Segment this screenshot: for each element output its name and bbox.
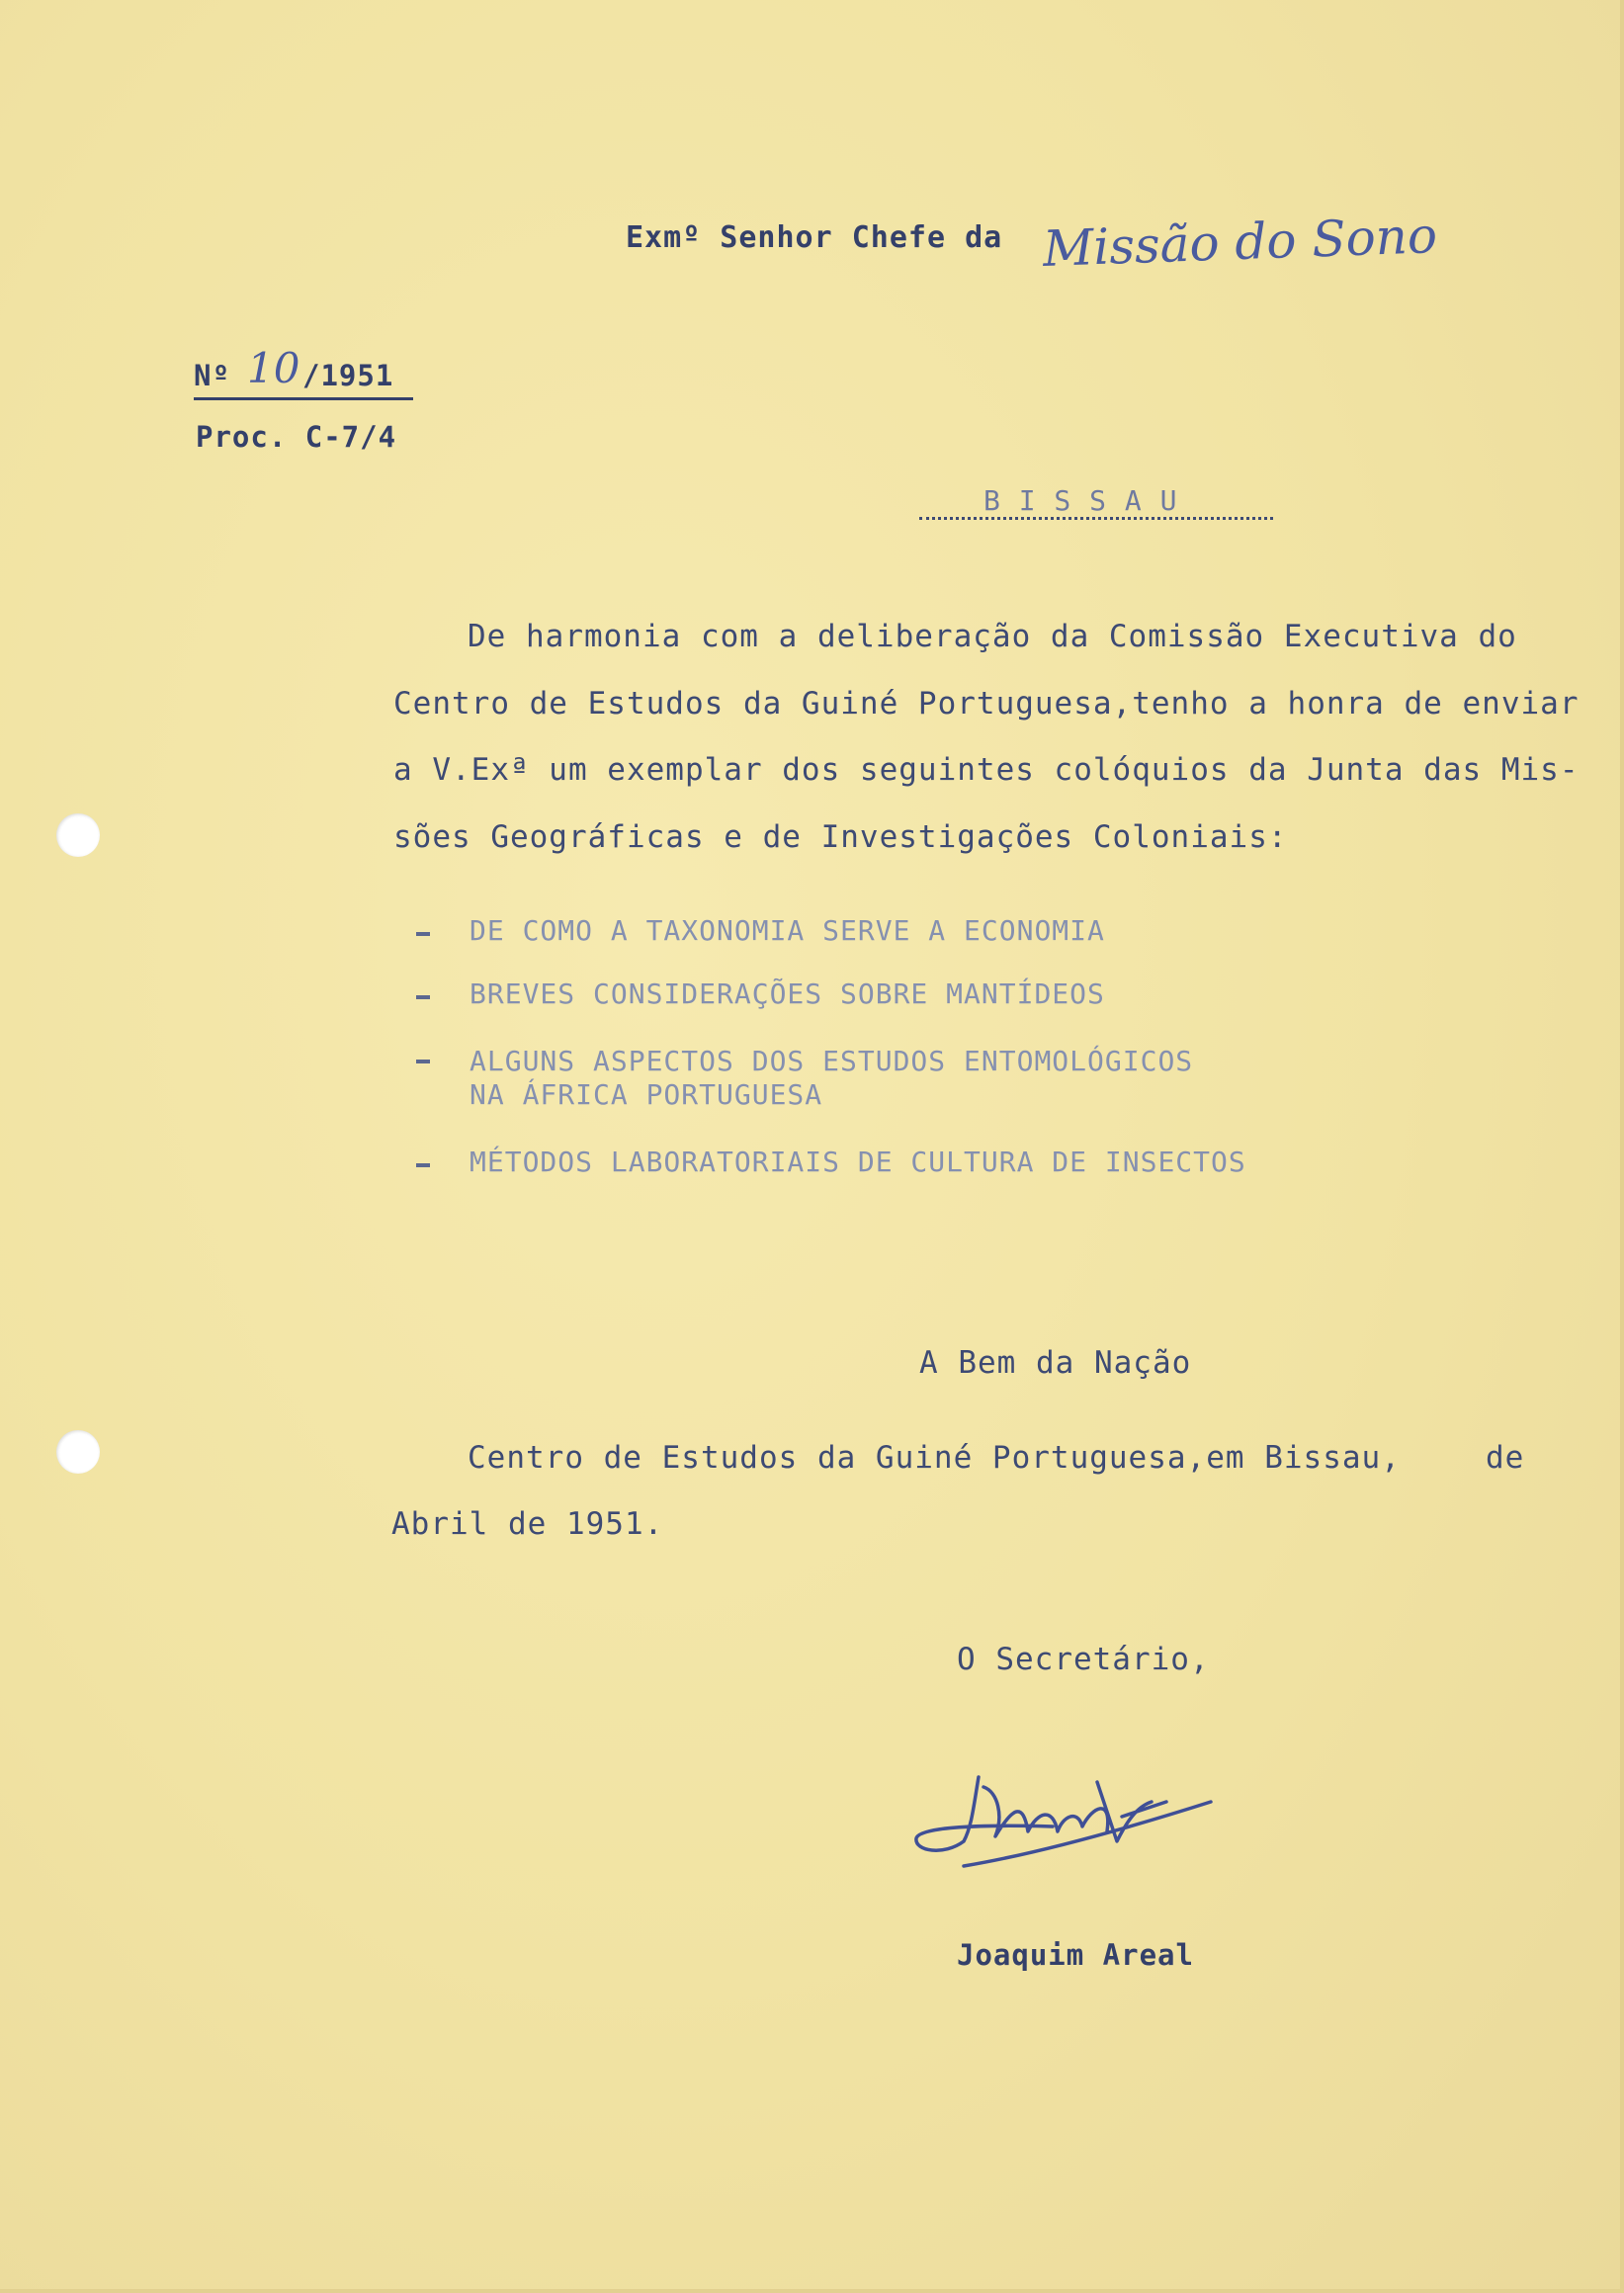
list-item: BREVES CONSIDERAÇÕES SOBRE MANTÍDEOS	[470, 977, 1105, 1010]
number-prefix: Nº	[194, 359, 230, 392]
number-year: /1951	[302, 359, 394, 392]
place-line-de: de	[1486, 1440, 1525, 1476]
punch-hole-top	[56, 813, 100, 857]
addressee-handwritten: Missão do Sono	[1042, 207, 1438, 278]
signature	[904, 1747, 1231, 1876]
reference-number	[194, 344, 413, 400]
process-number: Proc. C-7/4	[196, 420, 397, 454]
list-bullet	[416, 995, 430, 999]
salutation: A Bem da Nação	[919, 1345, 1192, 1381]
signer-role: O Secretário,	[957, 1642, 1210, 1677]
body-line-2: Centro de Estudos da Guiné Portuguesa,tenho a honra de enviar	[393, 686, 1580, 722]
list-bullet	[416, 1060, 430, 1063]
signer-name: Joaquim Areal	[957, 1938, 1194, 1972]
list-item: MÉTODOS LABORATORIAIS DE CULTURA DE INSECTOS	[470, 1146, 1246, 1178]
date-line: Abril de 1951.	[391, 1506, 664, 1542]
list-item-continuation: NA ÁFRICA PORTUGUESA	[470, 1078, 823, 1111]
punch-hole-bottom	[56, 1430, 100, 1474]
body-line-4: sões Geográficas e de Investigações Coloniais:	[393, 819, 1288, 855]
city-underline	[919, 517, 1273, 520]
signature-stroke	[916, 1777, 1211, 1866]
addressee-prefix: Exmº Senhor Chefe da	[626, 220, 1003, 255]
list-item: DE COMO A TAXONOMIA SERVE A ECONOMIA	[470, 914, 1105, 947]
city-heading: B I S S A U	[983, 484, 1178, 517]
list-bullet	[416, 1163, 430, 1167]
body-line-1: De harmonia com a deliberação da Comissão Executiva do	[468, 619, 1517, 654]
place-line: Centro de Estudos da Guiné Portuguesa,em Bissau,	[468, 1440, 1401, 1476]
list-item: ALGUNS ASPECTOS DOS ESTUDOS ENTOMOLÓGICOS	[470, 1045, 1194, 1077]
number-handwritten: 10	[247, 344, 300, 392]
body-line-3: a V.Exª um exemplar dos seguintes colóquios da Junta das Mis-	[393, 752, 1580, 788]
list-bullet	[416, 932, 430, 936]
